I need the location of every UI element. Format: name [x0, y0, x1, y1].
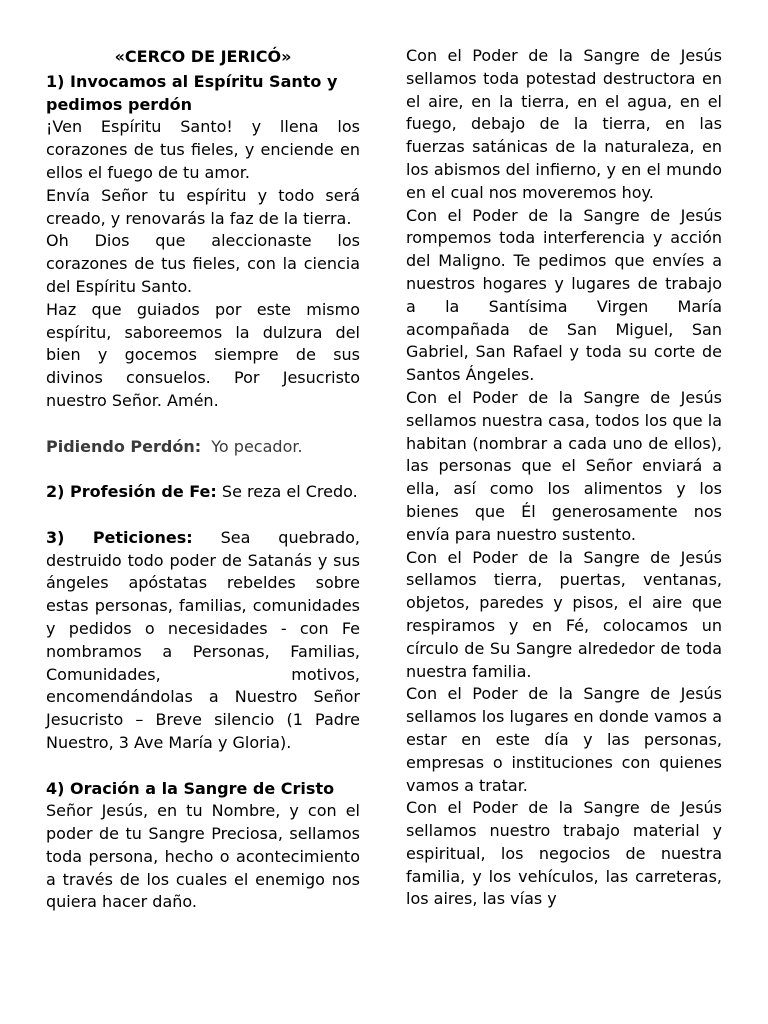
- right-paragraph: Con el Poder de la Sangre de Jesús sellamos tierra, puertas, ventanas, objetos, paredes y pisos, el aire que respiramos y en Fé, colocamos un círculo de Su Sangre alrededor de toda nuestra familia.: [406, 547, 722, 681]
- right-paragraph: Con el Poder de la Sangre de Jesús rompemos toda interferencia y acción del Maligno. Te pedimos que envíes a nuestros hogares y lugares de trabajo a la Santísima Virgen María acompañada de San Miguel, San Gabriel, San Rafael y toda su corte de Santos Ángeles.: [406, 205, 722, 385]
- section-3-label: 3) Peticiones:: [46, 527, 193, 547]
- section-2-text: Se reza el Credo.: [221, 482, 358, 502]
- left-column: [46, 46, 360, 914]
- spacer: [46, 413, 360, 436]
- section-1-paragraph: Haz que guiados por este mismo espíritu, saboreemos la dulzura del bien y gocemos siempre de sus divinos consuelos. Por Jesucristo nuestro Señor. Amén.: [46, 299, 360, 410]
- right-paragraph: Con el Poder de la Sangre de Jesús sellamos nuestra casa, todos los que la habitan (nombrar a cada uno de ellos), las personas que el Señor enviará a ella, así como los alimentos y los bienes que Él generosamente nos envía para nuestro sustento.: [406, 387, 722, 544]
- right-column: [406, 45, 722, 911]
- section-4-heading: 4) Oración a la Sangre de Cristo: [46, 778, 335, 798]
- document-title: «CERCO DE JERICÓ»: [114, 47, 292, 66]
- section-1-paragraph: Oh Dios que aleccionaste los corazones de tus fieles, con la ciencia del Espíritu Santo.: [46, 231, 360, 296]
- spacer: [46, 755, 360, 778]
- right-paragraph: Con el Poder de la Sangre de Jesús sellamos toda potestad destructora en el aire, en la tierra, en el agua, en el fuego, debajo de la tierra, en las fuerzas satánicas de la naturaleza, en los abismos del infierno, y en el mundo en el cual nos moveremos hoy.: [406, 46, 722, 202]
- section-4-paragraph: Señor Jesús, en tu Nombre, y con el poder de tu Sangre Preciosa, sellamos toda persona, hecho o acontecimiento a través de los cuales el enemigo nos quiera hacer daño.: [46, 801, 360, 912]
- section-3-paragraph: [46, 527, 360, 755]
- spacer: [46, 458, 360, 481]
- perdon-text: Yo pecador.: [211, 436, 303, 456]
- section-1-paragraph: Envía Señor tu espíritu y todo será creado, y renovarás la faz de la tierra.: [46, 185, 360, 228]
- section-3-text: Sea quebrado, destruido todo poder de Satanás y sus ángeles apóstatas rebeldes sobre estas personas, familias, comunidades y pedidos o necesidades - con Fe nombramos a Personas, Familias, Comunidades, motivos, encomendándolas a Nuestro Señor Jesucristo – Breve silencio (1 Padre Nuestro, 3 Ave María y Gloria).: [46, 527, 360, 752]
- section-1-paragraph: ¡Ven Espíritu Santo! y llena los corazones de tus fieles, y enciende en ellos el fuego de tu amor.: [46, 117, 360, 182]
- section-1-heading: 1) Invocamos al Espíritu Santo y pedimos perdón: [46, 71, 338, 114]
- section-2-paragraph: [46, 481, 360, 504]
- right-paragraph: Con el Poder de la Sangre de Jesús sellamos los lugares en donde vamos a estar en este día y las personas, empresas o instituciones con quienes vamos a tratar.: [406, 684, 722, 795]
- perdon-label: Pidiendo Perdón:: [46, 436, 202, 456]
- spacer: [46, 504, 360, 527]
- right-paragraph: Con el Poder de la Sangre de Jesús sellamos nuestro trabajo material y espiritual, los negocios de nuestra familia, y los vehículos, las carreteras, los aires, las vías y: [406, 798, 722, 909]
- perdon-line: [46, 436, 360, 459]
- section-2-label: 2) Profesión de Fe:: [46, 482, 217, 502]
